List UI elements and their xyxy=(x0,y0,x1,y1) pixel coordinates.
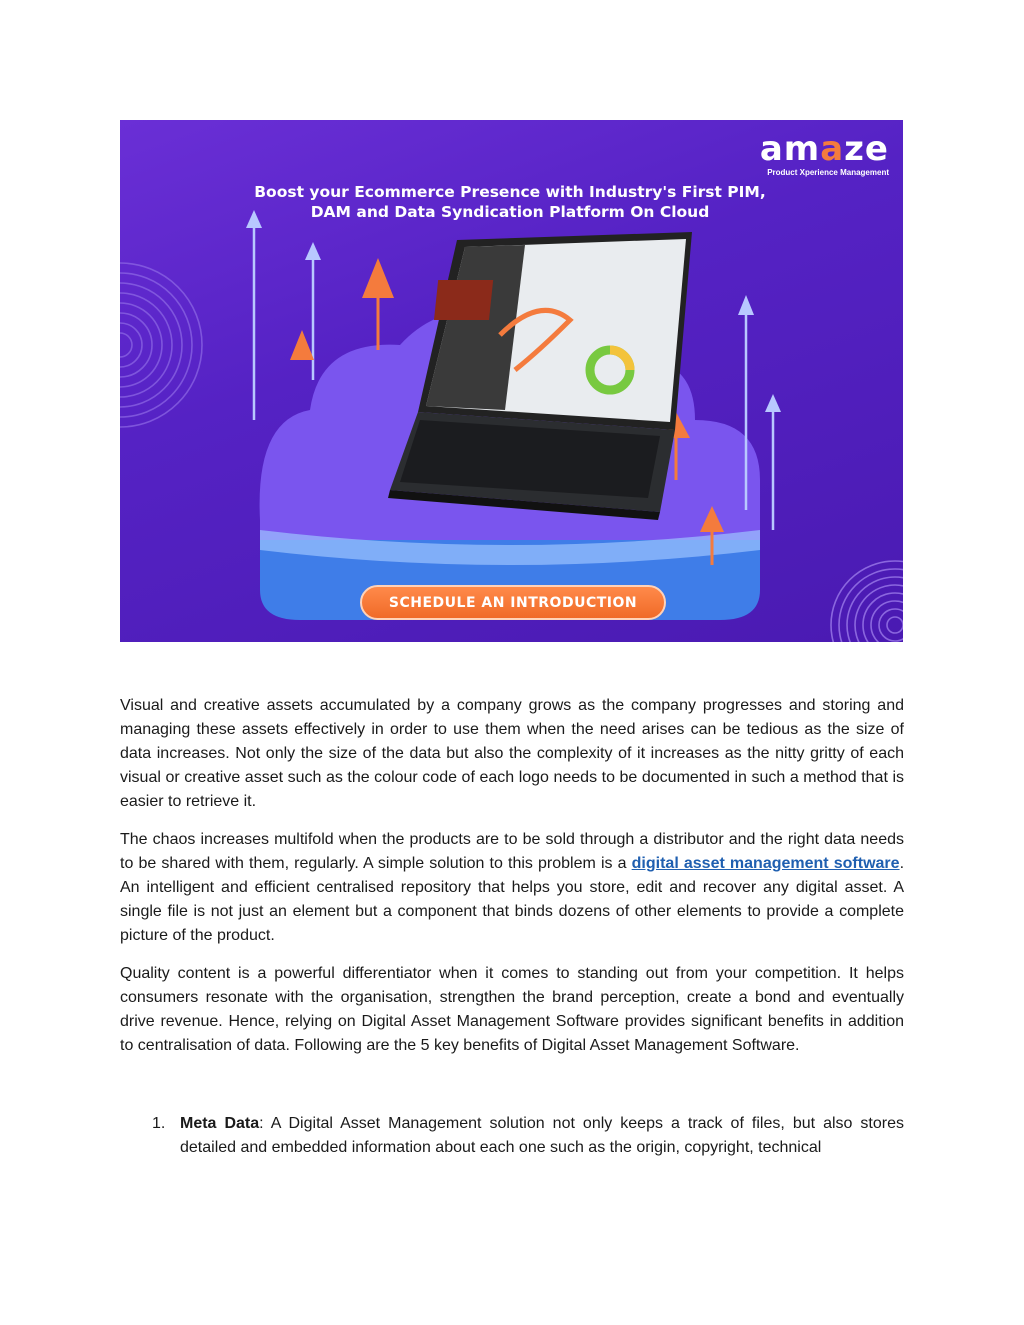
banner-title-line-2: DAM and Data Syndication Platform On Cloud xyxy=(310,203,710,221)
paragraph-2-after: . An intelligent and efficient centralised repository that helps you store, edit and recover any digital asset. A single file is not just an element but a component that binds dozens of other elements to provide a complete picture of the product. xyxy=(120,855,905,944)
article-body xyxy=(120,694,904,1072)
dam-software-link[interactable]: digital asset management software xyxy=(631,855,900,872)
paragraph-1: Visual and creative assets accumulated by a company grows as the company progresses and storing and managing these assets effectively in order to use them when the need arises can be tedious as the size of data increases. Not only the size of the data but also the complexity of it increases as the nitty gritty of each visual or creative asset such as the colour code of each logo needs to be documented in such a method that is easier to retrieve it. xyxy=(120,697,904,810)
schedule-introduction-button[interactable]: SCHEDULE AN INTRODUCTION xyxy=(360,585,666,620)
paragraph-2 xyxy=(120,828,904,948)
amaze-logo xyxy=(759,129,889,177)
paragraph-3: Quality content is a powerful differentiator when it comes to standing out from your competition. It helps consumers resonate with the organisation, strengthen the brand perception, create a bond and eventually drive revenue. Hence, relying on Digital Asset Management Software provides significant benefits in addition to centralisation of data. Following are the 5 key benefits of Digital Asset Management Software. xyxy=(120,965,904,1054)
laptop-illustration xyxy=(388,232,692,520)
banner-title xyxy=(250,182,770,222)
concentric-circles-right xyxy=(831,561,903,642)
list-item-term: Meta Data xyxy=(180,1115,260,1132)
list-item-number: 1. xyxy=(152,1115,166,1132)
list-item-body xyxy=(180,1112,904,1160)
paragraph-2-before: The chaos increases multifold when the products are to be sold through a distributor and the right data needs to be shared with them, regularly. A simple solution to this problem is a xyxy=(120,831,904,872)
promo-banner[interactable] xyxy=(120,120,903,642)
banner-title-line-1: Boost your Ecommerce Presence with Industry's First PIM, xyxy=(254,183,766,201)
logo-wordmark: amaze xyxy=(759,129,889,169)
logo-tagline: Product Xperience Management xyxy=(767,168,889,177)
concentric-circles-left xyxy=(120,263,202,427)
logo-accent-letter: a xyxy=(820,129,845,169)
list-item-text: : A Digital Asset Management solution not only keeps a track of files, but also stores detailed and embedded information about each one such as the origin, copyright, technical xyxy=(180,1115,904,1156)
list-item xyxy=(120,1112,904,1160)
benefits-list xyxy=(120,1112,904,1160)
